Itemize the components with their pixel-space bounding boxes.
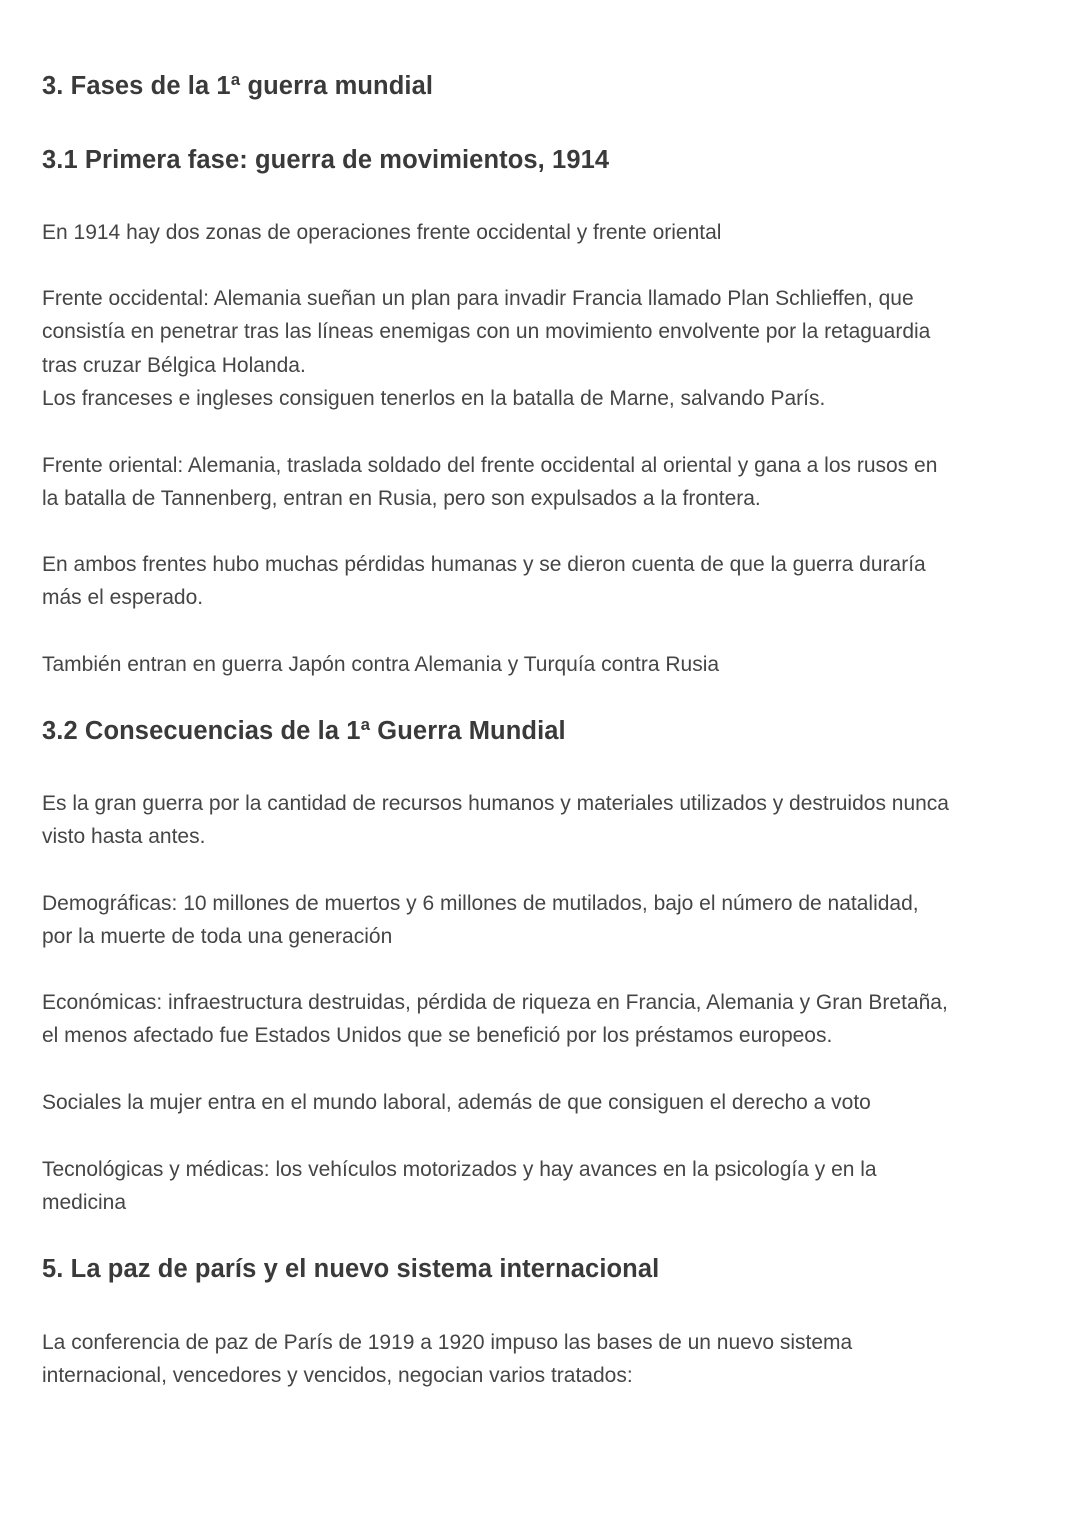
paragraph-sociales (42, 1086, 1042, 1119)
paragraph-zonas-operaciones (42, 216, 1042, 249)
paragraph-tecnologicas (42, 1153, 1042, 1220)
text-line: En ambos frentes hubo muchas pérdidas humanas y se dieron cuenta de que la guerra duraría (42, 553, 926, 576)
text-line: También entran en guerra Japón contra Alemania y Turquía contra Rusia (42, 653, 720, 676)
text-line: Demográficas: 10 millones de muertos y 6 millones de mutilados, bajo el número de natalidad, (42, 892, 919, 915)
paragraph-perdidas-humanas (42, 548, 1042, 615)
paragraph-frente-oriental (42, 449, 1042, 516)
text-line: medicina (42, 1191, 127, 1215)
text-line: La conferencia de paz de París de 1919 a 1920 impuso las bases de un nuevo sistema (42, 1331, 853, 1354)
text-line: Sociales la mujer entra en el mundo laboral, además de que consiguen el derecho a voto (42, 1091, 871, 1114)
text-line: más el esperado. (42, 586, 204, 610)
text-line: consistía en penetrar tras las líneas enemigas con un movimiento envolvente por la retaguardia (42, 320, 931, 344)
text-line: Es la gran guerra por la cantidad de recursos humanos y materiales utilizados y destruidos nunca (42, 792, 949, 815)
text-line: Tecnológicas y médicas: los vehículos motorizados y hay avances en la psicología y en la (42, 1158, 877, 1181)
paragraph-gran-guerra (42, 787, 1042, 854)
text-line: Frente occidental: Alemania sueñan un plan para invadir Francia llamado Plan Schlieffen, que (42, 287, 914, 310)
paragraph-conferencia-paz (42, 1326, 1042, 1393)
heading-consecuencias: 3.2 Consecuencias de la 1ª Guerra Mundial (42, 717, 566, 745)
paragraph-demograficas (42, 887, 1042, 954)
paragraph-japon-turquia (42, 648, 1042, 681)
heading-primera-fase: 3.1 Primera fase: guerra de movimientos, 1914 (42, 146, 610, 174)
text-line: Frente oriental: Alemania, traslada soldado del frente occidental al oriental y gana a los rusos en (42, 454, 938, 477)
text-line: tras cruzar Bélgica Holanda. (42, 353, 306, 377)
text-line: la batalla de Tannenberg, entran en Rusia, pero son expulsados a la frontera. (42, 487, 761, 511)
text-line: Los franceses e ingleses consiguen tenerlos en la batalla de Marne, salvando París. (42, 386, 826, 410)
text-line: por la muerte de toda una generación (42, 925, 393, 949)
text-line: En 1914 hay dos zonas de operaciones frente occidental y frente oriental (42, 221, 722, 244)
text-line: internacional, vencedores y vencidos, negocian varios tratados: (42, 1364, 633, 1388)
text-line: el menos afectado fue Estados Unidos que se benefició por los préstamos europeos. (42, 1024, 833, 1048)
text-line: visto hasta antes. (42, 825, 206, 849)
heading-paz-paris: 5. La paz de parís y el nuevo sistema internacional (42, 1255, 660, 1283)
heading-fases-guerra: 3. Fases de la 1ª guerra mundial (42, 72, 434, 100)
paragraph-economicas (42, 986, 1042, 1053)
text-line: Económicas: infraestructura destruidas, pérdida de riqueza en Francia, Alemania y Gran Bretaña, (42, 991, 948, 1014)
paragraph-frente-occidental (42, 282, 1042, 415)
